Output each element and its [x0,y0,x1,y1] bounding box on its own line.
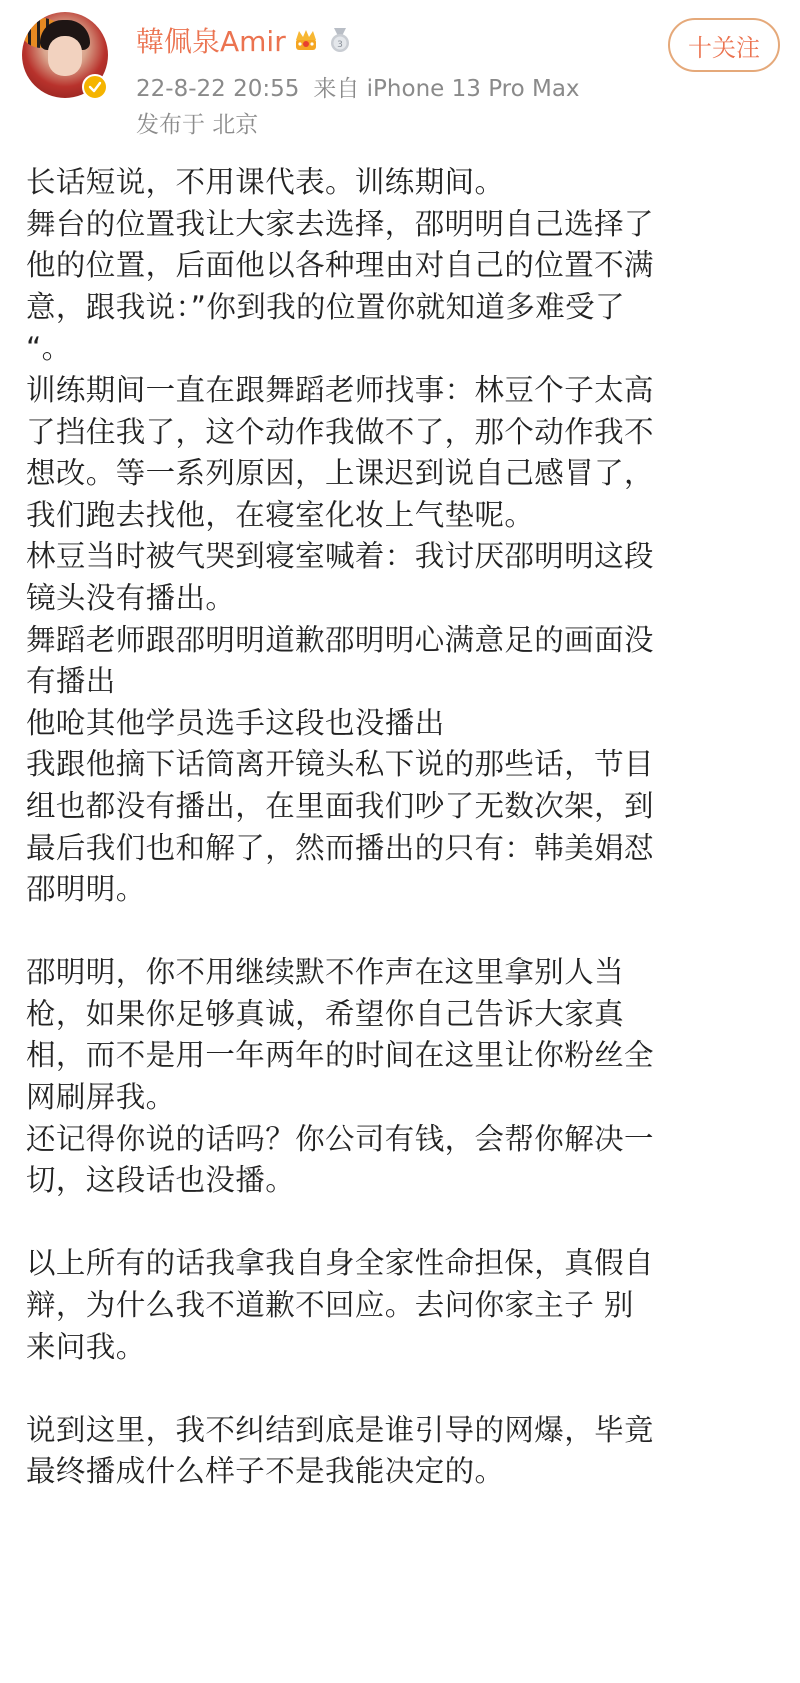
body-line: 网刷屏我。 [26,1080,176,1115]
body-line: 相，而不是用一年两年的时间在这里让你粉丝全 [26,1038,654,1073]
paragraph-gap [26,911,778,953]
paragraph-gap [26,1368,778,1410]
body-line: 组也都没有播出，在里面我们吵了无数次架，到 [26,788,654,823]
body-line: 说到这里，我不纠结到底是谁引导的网爆，毕竟 [26,1412,654,1447]
post-meta-time [136,70,580,103]
body-line: 林豆当时被气哭到寝室喊着：我讨厌邵明明这段 [26,539,654,574]
post-header [0,0,800,150]
body-line: 切，这段话也没播。 [26,1163,296,1198]
body-line: 我跟他摘下话筒离开镜头私下说的那些话，节目 [26,747,654,782]
body-line: 他呛其他学员选手这段也没播出 [26,705,445,740]
body-line: 最后我们也和解了，然而播出的只有：韩美娟怼 [26,830,654,865]
body-line: 长话短说，不用课代表。训练期间。 [26,165,505,199]
body-line: 辩，为什么我不道歉不回应。去问你家主子 别 [26,1288,634,1323]
body-line: 舞蹈老师跟邵明明道歉邵明明心满意足的画面没 [26,622,654,657]
avatar-face [48,36,82,76]
body-line: 有播出 [26,664,116,699]
body-line: 了挡住我了，这个动作我做不了，那个动作我不 [26,414,654,449]
follow-button[interactable]: 十关注 [668,18,780,72]
body-line: 最终播成什么样子不是我能决定的。 [26,1454,505,1489]
body-line: 我们跑去找他，在寝室化妆上气垫呢。 [26,497,535,532]
body-line: 枪，如果你足够真诚，希望你自己告诉大家真 [26,996,625,1031]
post-timestamp: 22-8-22 20:55 [136,76,300,102]
body-line: 想改。等一系列原因，上课迟到说自己感冒了， [26,456,654,491]
post-body [26,162,778,1493]
body-line: 他的位置，后面他以各种理由对自己的位置不满 [26,248,654,283]
medal-icon [326,26,354,54]
crown-icon [292,26,320,54]
svg-text:3: 3 [336,40,343,50]
verified-badge-icon [82,74,108,100]
body-line: 训练期间一直在跟舞蹈老师找事：林豆个子太高 [26,372,654,407]
body-line: “。 [26,331,72,366]
body-line: 意，跟我说：”你到我的位置你就知道多难受了 [26,289,625,324]
post-source: 来自 iPhone 13 Pro Max [313,76,580,102]
body-line: 邵明明，你不用继续默不作声在这里拿别人当 [26,955,625,990]
body-line: 邵明明。 [26,872,146,907]
body-line: 舞台的位置我让大家去选择，邵明明自己选择了 [26,206,654,241]
username-row [136,20,354,60]
body-line: 以上所有的话我拿我自身全家性命担保，真假自 [26,1246,654,1281]
body-line: 还记得你说的话吗？你公司有钱，会帮你解决一 [26,1121,654,1156]
post-location: 发布于 北京 [136,112,259,138]
body-line: 来问我。 [26,1329,146,1364]
username[interactable]: 韓佩泉Amir [136,25,286,58]
body-line: 镜头没有播出。 [26,580,236,615]
check-icon [88,80,102,94]
paragraph-gap [26,1202,778,1244]
